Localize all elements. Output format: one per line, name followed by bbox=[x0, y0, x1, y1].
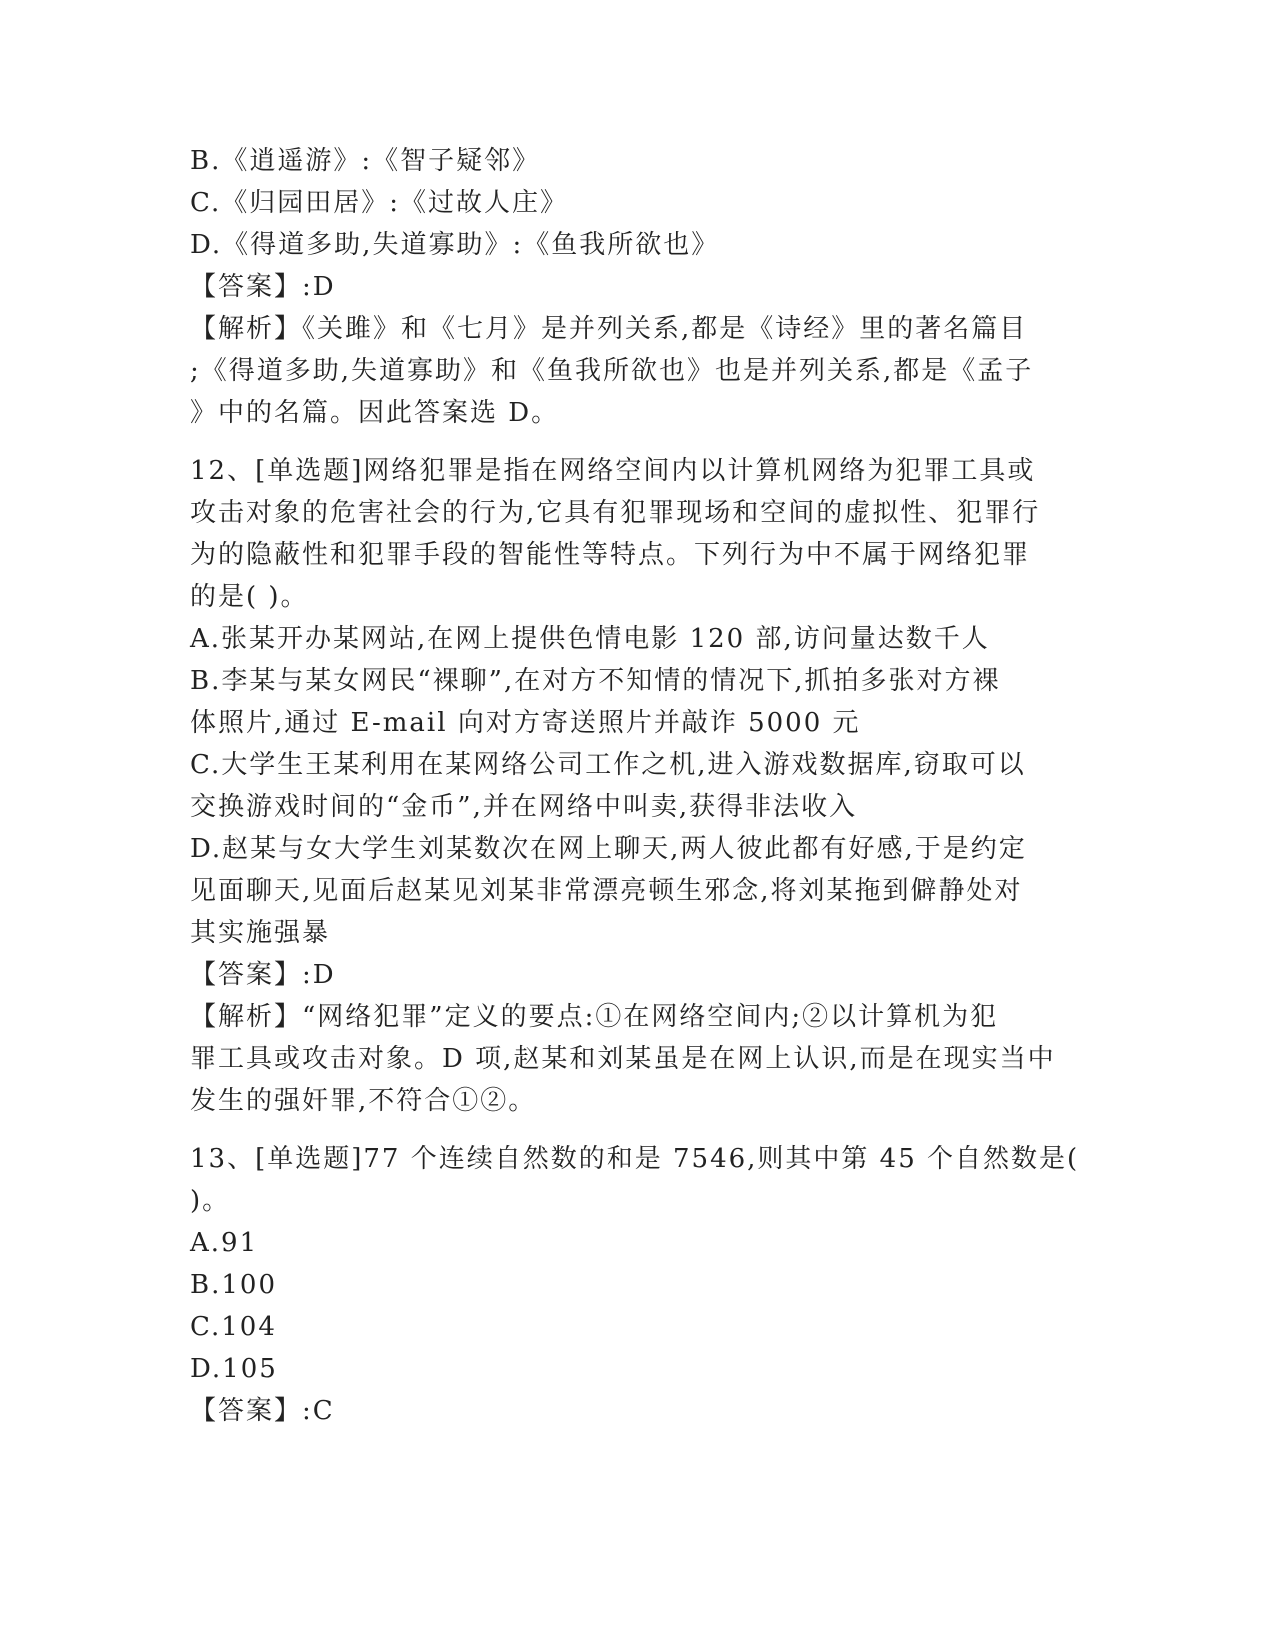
q12-option-b-line: 体照片,通过 E-mail 向对方寄送照片并敲诈 5000 元 bbox=[190, 708, 861, 738]
q12-analysis-line: 【解析】“网络犯罪”定义的要点:①在网络空间内;②以计算机为犯 bbox=[190, 1002, 999, 1032]
q12-stem-line: 攻击对象的危害社会的行为,它具有犯罪现场和空间的虚拟性、犯罪行 bbox=[190, 498, 1041, 528]
q13-stem-line: 13、[单选题]77 个连续自然数的和是 7546,则其中第 45 个自然数是( bbox=[190, 1144, 1080, 1174]
q13-answer: 【答案】:C bbox=[190, 1396, 335, 1426]
q12-option-d-line: D.赵某与女大学生刘某数次在网上聊天,两人彼此都有好感,于是约定 bbox=[190, 834, 1027, 864]
q11-analysis-line: 》中的名篇。因此答案选 D。 bbox=[190, 398, 560, 428]
q13-option-b: B.100 bbox=[190, 1270, 277, 1300]
q11-answer: 【答案】:D bbox=[190, 272, 336, 302]
q12-stem-line: 12、[单选题]网络犯罪是指在网络空间内以计算机网络为犯罪工具或 bbox=[190, 456, 1036, 486]
q12-option-c-line: C.大学生王某利用在某网络公司工作之机,进入游戏数据库,窃取可以 bbox=[190, 750, 1026, 780]
q12-analysis-line: 发生的强奸罪,不符合①②。 bbox=[190, 1086, 537, 1116]
q12-option-d-line: 见面聊天,见面后赵某见刘某非常漂亮顿生邪念,将刘某拖到僻静处对 bbox=[190, 876, 1023, 906]
q12-answer: 【答案】:D bbox=[190, 960, 336, 990]
q12-option-b-line: B.李某与某女网民“裸聊”,在对方不知情的情况下,抓拍多张对方裸 bbox=[190, 666, 1001, 696]
q12-option-c-line: 交换游戏时间的“金币”,并在网络中叫卖,获得非法收入 bbox=[190, 792, 858, 822]
q12-stem-line: 为的隐蔽性和犯罪手段的智能性等特点。下列行为中不属于网络犯罪 bbox=[190, 540, 1031, 570]
q12-analysis-line: 罪工具或攻击对象。D 项,赵某和刘某虽是在网上认识,而是在现实当中 bbox=[190, 1044, 1056, 1074]
q13-stem-line: )。 bbox=[190, 1186, 231, 1216]
q11-option-d: D.《得道多助,失道寡助》:《鱼我所欲也》 bbox=[190, 230, 720, 260]
q12-stem-line: 的是( )。 bbox=[190, 582, 309, 612]
q11-analysis-line: ;《得道多助,失道寡助》和《鱼我所欲也》也是并列关系,都是《孟子 bbox=[190, 356, 1034, 386]
q11-option-c: C.《归园田居》:《过故人庄》 bbox=[190, 188, 568, 218]
q13-option-a: A.91 bbox=[190, 1228, 259, 1258]
q13-option-c: C.104 bbox=[190, 1312, 277, 1342]
q13-option-d: D.105 bbox=[190, 1354, 278, 1384]
q11-analysis-line: 【解析】《关雎》和《七月》是并列关系,都是《诗经》里的著名篇目 bbox=[190, 314, 1028, 344]
q12-option-d-line: 其实施强暴 bbox=[190, 918, 331, 948]
q12-option-a: A.张某开办某网站,在网上提供色情电影 120 部,访问量达数千人 bbox=[190, 624, 990, 654]
q11-option-b: B.《逍遥游》:《智子疑邻》 bbox=[190, 146, 541, 176]
